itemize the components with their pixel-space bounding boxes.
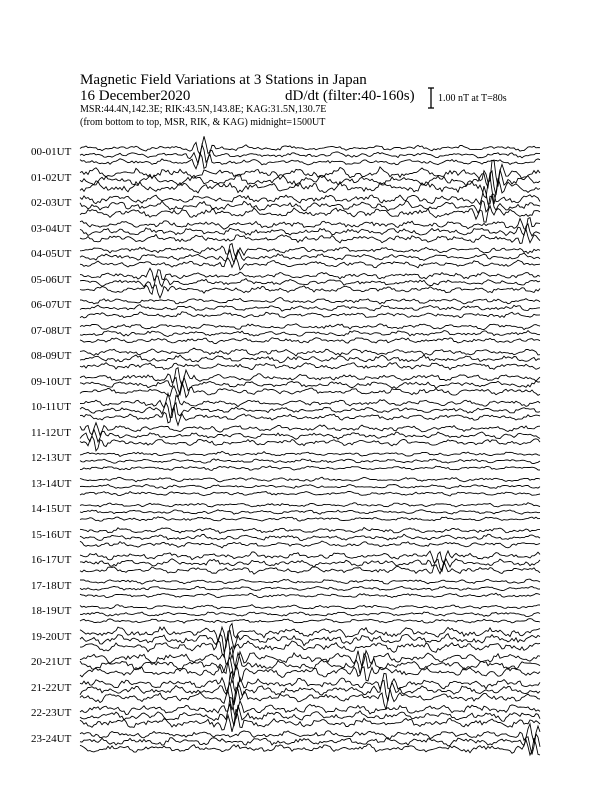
hour-label-11-12ut: 11-12UT <box>31 426 71 439</box>
hour-label-05-06ut: 05-06UT <box>31 273 72 286</box>
trace-msr-07-08ut <box>80 338 540 344</box>
trace-msr-15-16ut <box>80 541 540 548</box>
trace-kag-07-08ut <box>80 324 540 330</box>
trace-rik-01-02ut <box>80 169 540 195</box>
trace-kag-00-01ut <box>80 136 540 154</box>
trace-kag-08-09ut <box>80 348 540 356</box>
trace-rik-09-10ut <box>80 377 540 395</box>
trace-msr-12-13ut <box>80 466 540 471</box>
trace-kag-14-15ut <box>80 503 540 507</box>
trace-kag-17-18ut <box>80 579 540 584</box>
station-coordinates: MSR:44.4N,142.3E; RIK:43.5N,143.8E; KAG:31.5N,130.7E <box>80 104 327 115</box>
hour-label-13-14ut: 13-14UT <box>31 477 72 490</box>
trace-rik-07-08ut <box>80 331 540 337</box>
hour-label-20-21ut: 20-21UT <box>31 656 72 668</box>
trace-msr-02-03ut <box>80 206 540 222</box>
date-label: 16 December2020 <box>80 88 191 104</box>
trace-kag-04-05ut <box>80 244 540 259</box>
trace-kag-16-17ut <box>80 551 540 564</box>
trace-msr-10-11ut <box>80 407 540 426</box>
hour-label-12-13ut: 12-13UT <box>31 452 72 464</box>
trace-msr-17-18ut <box>80 593 540 597</box>
trace-msr-22-23ut <box>80 709 540 732</box>
chart-title: Magnetic Field Variations at 3 Stations in Japan <box>80 72 367 88</box>
trace-rik-20-21ut <box>80 653 540 677</box>
trace-rik-05-06ut <box>80 276 540 288</box>
trace-msr-13-14ut <box>80 492 540 497</box>
trace-msr-18-19ut <box>80 619 540 624</box>
trace-msr-04-05ut <box>80 257 540 270</box>
trace-kag-13-14ut <box>80 477 540 482</box>
hour-label-18-19ut: 18-19UT <box>31 605 72 617</box>
trace-rik-17-18ut <box>80 586 540 590</box>
trace-rik-08-09ut <box>80 355 540 363</box>
trace-msr-14-15ut <box>80 517 540 521</box>
trace-rik-18-19ut <box>80 612 540 617</box>
trace-msr-06-07ut <box>80 312 540 318</box>
trace-kag-05-06ut <box>80 268 540 280</box>
hour-label-17-18ut: 17-18UT <box>31 579 72 592</box>
trace-msr-03-04ut <box>80 229 540 243</box>
trace-rik-06-07ut <box>80 305 540 312</box>
hour-label-14-15ut: 14-15UT <box>31 503 72 515</box>
trace-kag-18-19ut <box>80 605 540 609</box>
trace-kag-03-04ut <box>80 218 540 230</box>
quantity-label: dD/dt (filter:40-160s) <box>285 88 415 104</box>
trace-msr-20-21ut <box>80 662 540 684</box>
hour-label-15-16ut: 15-16UT <box>31 528 72 541</box>
scale-bar-label: 1.00 nT at T=80s <box>438 93 507 104</box>
hour-label-22-23ut: 22-23UT <box>31 707 72 719</box>
trace-rik-00-01ut <box>80 145 540 164</box>
hour-label-09-10ut: 09-10UT <box>31 375 72 388</box>
trace-kag-10-11ut <box>80 394 540 413</box>
hour-label-16-17ut: 16-17UT <box>31 554 72 566</box>
trace-kag-11-12ut <box>80 423 540 435</box>
trace-kag-06-07ut <box>80 298 540 305</box>
hour-label-21-22ut: 21-22UT <box>31 681 72 694</box>
hour-label-07-08ut: 07-08UT <box>31 324 72 337</box>
hour-label-03-04ut: 03-04UT <box>31 222 72 235</box>
hour-label-00-01ut: 00-01UT <box>31 146 72 158</box>
hour-label-02-03ut: 02-03UT <box>31 197 72 209</box>
hour-label-10-11ut: 10-11UT <box>31 401 71 413</box>
trace-rik-04-05ut <box>80 250 540 263</box>
trace-kag-15-16ut <box>80 528 540 534</box>
trace-rik-13-14ut <box>80 484 540 488</box>
hour-label-19-20ut: 19-20UT <box>31 630 72 643</box>
trace-rik-11-12ut <box>80 430 540 442</box>
scale-bar <box>428 88 434 108</box>
trace-msr-01-02ut <box>80 176 540 204</box>
hour-label-04-05ut: 04-05UT <box>31 248 72 260</box>
hour-label-08-09ut: 08-09UT <box>31 350 72 362</box>
traces <box>80 136 540 755</box>
hour-label-01-02ut: 01-02UT <box>31 171 72 184</box>
hour-label-06-07ut: 06-07UT <box>31 299 72 311</box>
trace-msr-11-12ut <box>80 436 540 451</box>
hour-label-23-24ut: 23-24UT <box>31 732 72 745</box>
trace-rik-14-15ut <box>80 510 540 514</box>
trace-msr-05-06ut <box>80 285 540 298</box>
trace-order-note: (from bottom to top, MSR, RIK, & KAG) midnight=1500UT <box>80 117 326 128</box>
trace-rik-12-13ut <box>80 459 540 464</box>
trace-rik-03-04ut <box>80 224 540 236</box>
trace-rik-15-16ut <box>80 534 540 541</box>
trace-msr-00-01ut <box>80 153 540 169</box>
trace-kag-12-13ut <box>80 451 540 456</box>
trace-msr-08-09ut <box>80 363 540 370</box>
